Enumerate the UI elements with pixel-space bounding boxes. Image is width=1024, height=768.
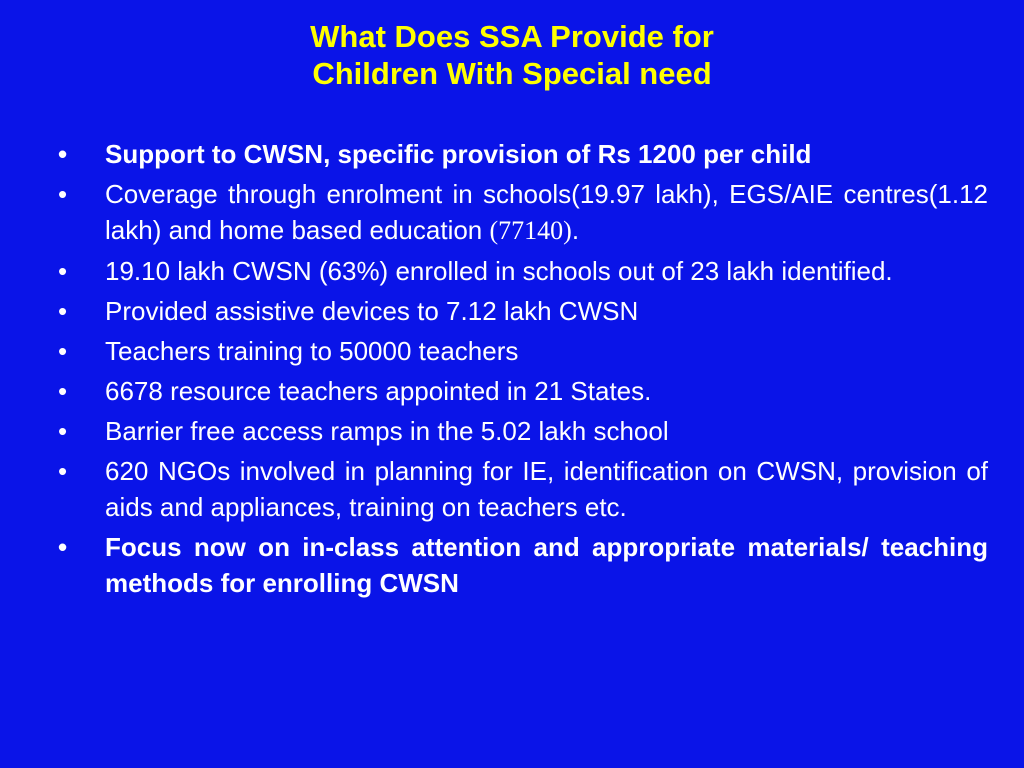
bullet-dot-icon: • xyxy=(58,139,68,169)
bullet-dot-icon: • xyxy=(58,376,68,406)
bullet-dot-icon: • xyxy=(58,416,68,446)
bullet-text: 6678 resource teachers appointed in 21 States. xyxy=(105,376,652,406)
bullet-text: 620 NGOs involved in planning for IE, identification on CWSN, provision of aids and appliances, training on teachers etc. xyxy=(105,456,988,522)
bullet-item xyxy=(58,453,988,525)
bullet-text: Provided assistive devices to 7.12 lakh CWSN xyxy=(105,296,639,326)
bullet-text: Support to CWSN, specific provision of Rs 1200 per child xyxy=(105,139,812,169)
bullet-dot-icon: • xyxy=(58,336,68,366)
bullet-text: Teachers training to 50000 teachers xyxy=(105,336,519,366)
bullet-text: Barrier free access ramps in the 5.02 lakh school xyxy=(105,416,669,446)
bullet-dot-icon: • xyxy=(58,179,68,209)
bullet-item xyxy=(58,529,988,601)
bullet-text: Focus now on in-class attention and appropriate materials/ teaching methods for enrolling CWSN xyxy=(105,532,988,598)
bullet-item xyxy=(58,413,988,449)
bullet-text: Coverage through enrolment in schools(19.97 lakh), EGS/AIE centres(1.12 lakh) and home based education xyxy=(105,179,988,245)
bullet-text: 19.10 lakh CWSN (63%) enrolled in schools out of 23 lakh identified. xyxy=(105,256,893,286)
bullet-text-end: . xyxy=(571,215,580,245)
title-line-2: Children With Special need xyxy=(312,56,712,91)
bullet-item xyxy=(58,136,988,172)
bullet-list xyxy=(58,136,988,605)
bullet-dot-icon: • xyxy=(58,296,68,326)
title-line-1: What Does SSA Provide for xyxy=(310,19,714,54)
bullet-dot-icon: • xyxy=(58,256,68,286)
slide-title xyxy=(0,18,1024,92)
bullet-item xyxy=(58,373,988,409)
bullet-item xyxy=(58,333,988,369)
bullet-dot-icon: • xyxy=(58,456,68,486)
bullet-item xyxy=(58,176,988,249)
bullet-dot-icon: • xyxy=(58,532,68,562)
bullet-item xyxy=(58,293,988,329)
bullet-text-suffix: (77140) xyxy=(489,216,572,245)
bullet-item xyxy=(58,253,988,289)
